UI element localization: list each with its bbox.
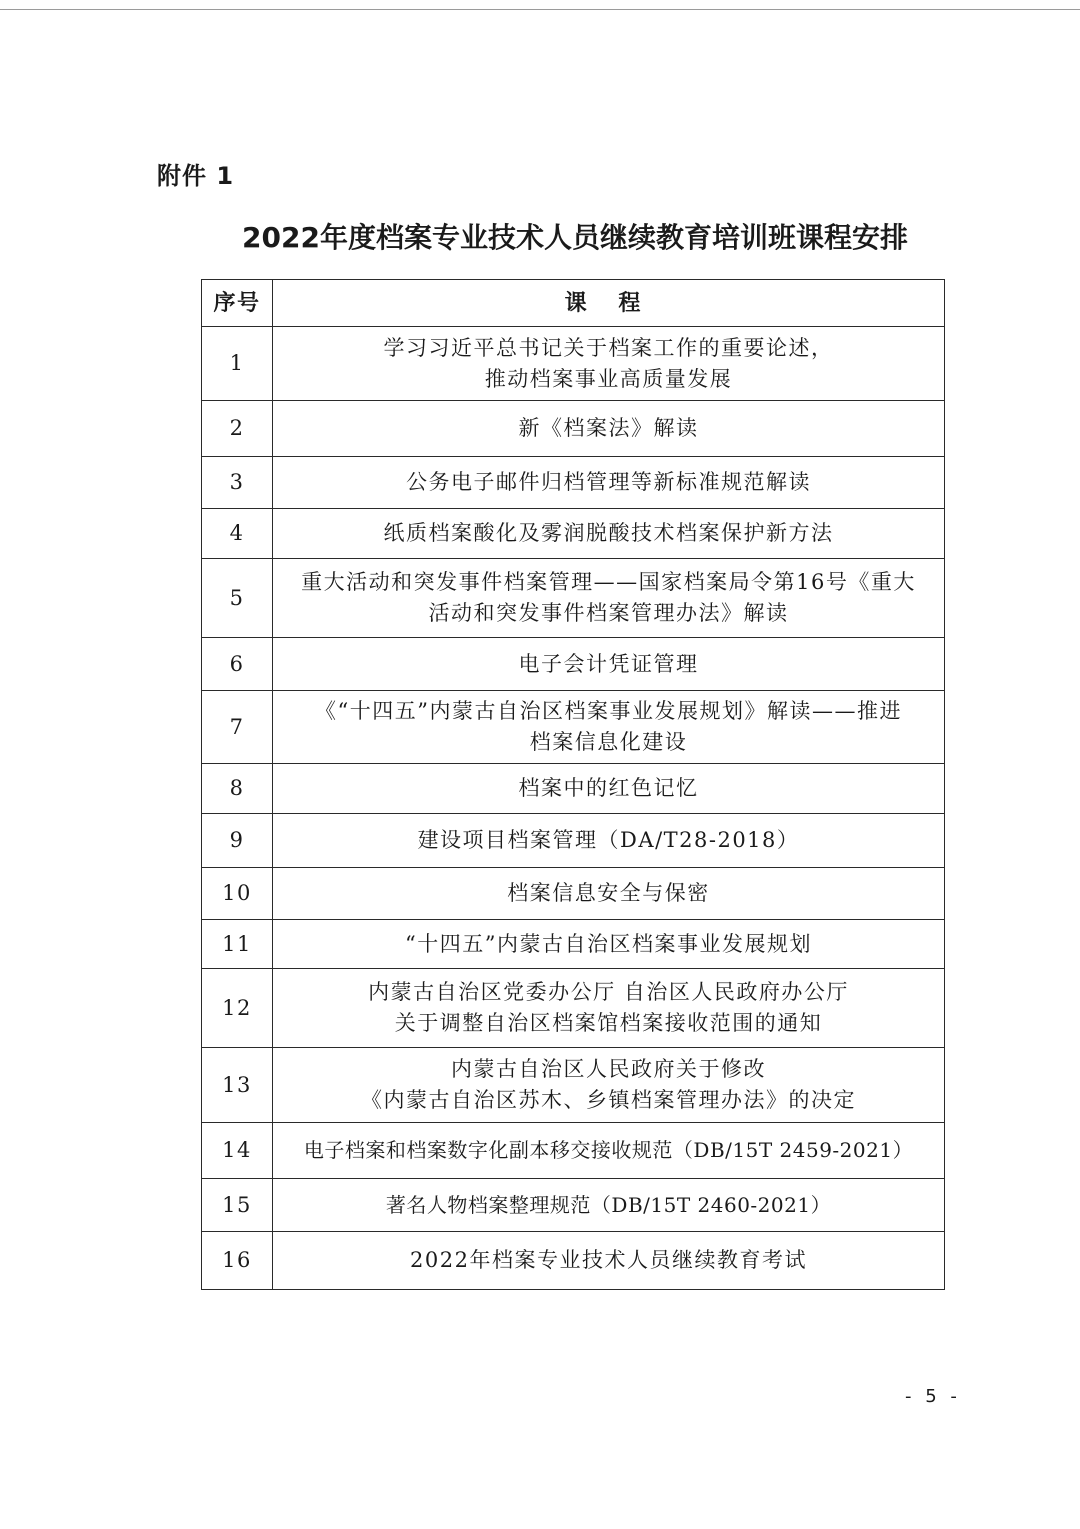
document-title: 2022年度档案专业技术人员继续教育培训班课程安排 [242,221,908,254]
table-row [202,814,945,868]
course-title-line: 著名人物档案整理规范（DB/15T 2460-2021） [385,1192,832,1217]
top-rule [0,9,1080,10]
row-course-title [273,691,945,764]
row-serial-number: 4 [202,509,273,559]
row-serial-number: 10 [202,868,273,920]
row-course-title [273,638,945,691]
row-course-title [273,509,945,559]
page-number: - 5 - [905,1386,961,1407]
course-title-line: 活动和突发事件档案管理办法》解读 [428,601,789,625]
row-serial-number: 8 [202,764,273,814]
course-title-line: 档案信息安全与保密 [507,881,710,905]
header-course: 课 程 [273,280,945,327]
row-serial-number: 16 [202,1232,273,1290]
table-row [202,1048,945,1123]
row-course-title [273,764,945,814]
course-title-line: 档案信息化建设 [529,730,688,754]
row-course-title [273,868,945,920]
table-row [202,920,945,969]
row-course-title [273,1123,945,1179]
table-row [202,401,945,457]
table-row [202,1179,945,1232]
table-row [202,327,945,401]
course-title-line: 2022年档案专业技术人员继续教育考试 [410,1248,807,1272]
course-title-line: 关于调整自治区档案馆档案接收范围的通知 [394,1011,823,1035]
row-course-title [273,1179,945,1232]
table-row [202,764,945,814]
table-row [202,559,945,638]
course-title-line: 新《档案法》解读 [518,416,699,440]
course-title-line: 电子会计凭证管理 [518,651,699,676]
row-course-title [273,1232,945,1290]
row-course-title [273,457,945,509]
row-serial-number: 3 [202,457,273,509]
course-title-line: 纸质档案酸化及雾润脱酸技术档案保护新方法 [383,521,834,545]
row-serial-number: 2 [202,401,273,457]
table-row [202,1232,945,1290]
course-title-line: 档案中的红色记忆 [518,776,699,800]
table-row [202,969,945,1048]
table-row [202,509,945,559]
table-row [202,1123,945,1179]
course-title-line: 推动档案事业高质量发展 [484,366,733,391]
row-serial-number: 1 [202,327,273,401]
row-serial-number: 6 [202,638,273,691]
row-serial-number: 12 [202,969,273,1048]
row-serial-number: 11 [202,920,273,969]
row-course-title [273,969,945,1048]
table-row [202,691,945,764]
row-course-title [273,559,945,638]
course-title-line: 《“十四五”内蒙古自治区档案事业发展规划》解读——推进 [315,699,902,723]
row-course-title [273,327,945,401]
course-title-line: 电子档案和档案数字化副本移交接收规范（DB/15T 2459-2021） [303,1138,914,1162]
row-serial-number: 9 [202,814,273,868]
row-course-title [273,401,945,457]
table-row [202,868,945,920]
row-serial-number: 13 [202,1048,273,1123]
course-title-line: 建设项目档案管理（DA/T28-2018） [417,828,800,852]
row-course-title [273,814,945,868]
course-title-line: 重大活动和突发事件档案管理——国家档案局令第16号《重大 [301,570,916,594]
row-course-title [273,920,945,969]
course-title-line: “十四五”内蒙古自治区档案事业发展规划 [405,931,812,956]
table-row [202,457,945,509]
header-serial-number: 序号 [202,280,273,327]
row-course-title [273,1048,945,1123]
table-header-row [202,280,945,327]
course-title-line: 公务电子邮件归档管理等新标准规范解读 [406,470,811,494]
course-title-line: 《内蒙古自治区苏木、乡镇档案管理办法》的决定 [361,1088,856,1112]
row-serial-number: 5 [202,559,273,638]
attachment-label: 附件 1 [157,162,235,190]
course-title-line: 学习习近平总书记关于档案工作的重要论述， [383,335,834,360]
course-schedule-table [201,279,945,1290]
row-serial-number: 15 [202,1179,273,1232]
row-serial-number: 7 [202,691,273,764]
course-title-line: 内蒙古自治区党委办公厅 自治区人民政府办公厅 [368,980,849,1004]
table-row [202,638,945,691]
row-serial-number: 14 [202,1123,273,1179]
course-title-line: 内蒙古自治区人民政府关于修改 [451,1057,766,1081]
